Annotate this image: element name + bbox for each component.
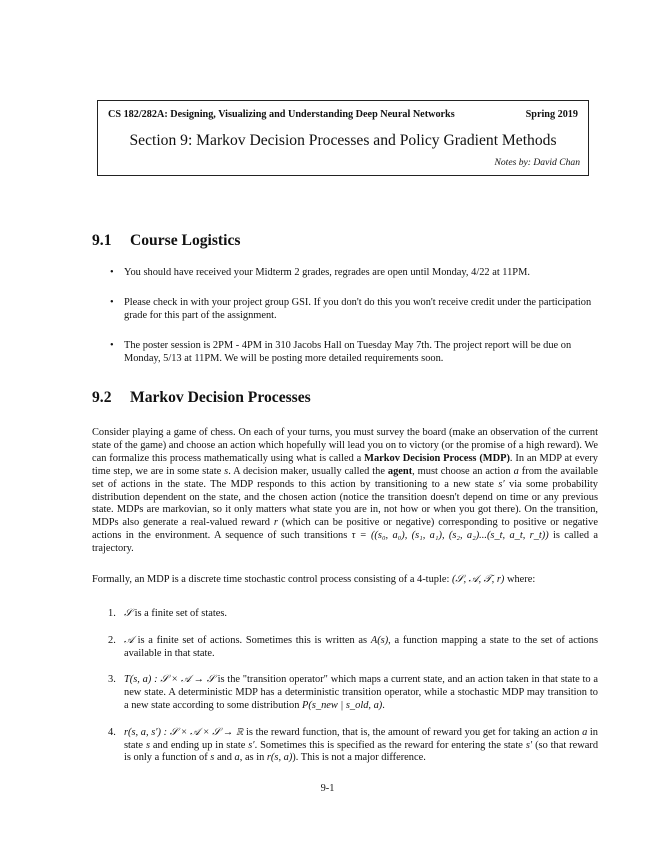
- title-box: [97, 100, 589, 176]
- course-line: [108, 109, 578, 120]
- section-title: Markov Decision Processes: [130, 389, 311, 406]
- tuple-formula: (𝒮, 𝒜, 𝒯, r): [451, 574, 505, 585]
- section-heading-mdp: [92, 389, 311, 407]
- page-number: 9-1: [320, 783, 335, 794]
- list-item: 3. T(s, a) : 𝒮 × 𝒜 → 𝒮 is the "transition operator" which maps a current state, and an action taken in that state to a new state. A deterministic MDP has a deterministic transition operator, while a stochastic MDP may transition to a new state according to some distribution P(s_new | s_old, a).: [108, 674, 599, 711]
- list-item: 2. 𝒜 is a finite set of actions. Sometimes this is written as A(s), a function mapping a state to the set of actions available in that state.: [108, 634, 598, 659]
- author-note: Notes by: David Chan: [494, 157, 580, 168]
- mdp-components-list: [108, 608, 598, 779]
- section-number: 9.2: [92, 389, 112, 406]
- section-heading-logistics: [92, 232, 240, 250]
- trajectory-formula: τ = ((s₀, a₀), (s₁, a₁), (s₂, a₂)...(s_t, a_t, r_t)): [351, 530, 549, 542]
- mdp-intro-paragraph: Consider playing a game of chess. On each of your turns, you must survey the board (make an observation of the current state of the game) and choose an action which hopefully will lead you on to victory (or the promise of a high reward). We can formalize this process mathematically using what is called a Markov Decision Process (MDP). In an MDP at every time step, we are in some state s. A decision maker, usually called the agent, must choose an action a from the available set of actions in the state. The MDP responds to this action by transitioning to a new state s′ via some probability distribution dependent on the state, and the chosen action (notice the transition doesn't depend on time or any previous state. MDPs are markovian, so it only matters what state you are in, not how or when you got there). On the transition, MDPs also generate a real-valued reward r (which can be positive or negative) corresponding to positive or negative actions in the environment. A sequence of such transitions τ = ((s₀, a₀), (s₁, a₁), (s₂, a₂)...(s_t, a_t, r_t)) is called a trajectory.: [92, 427, 599, 555]
- term-mdp: Markov Decision Process (MDP): [364, 452, 510, 464]
- term-agent: agent: [387, 465, 413, 477]
- list-item: • You should have received your Midterm 2 grades, regrades are open until Monday, 4/22 at 11PM.: [108, 266, 598, 279]
- mdp-formal-paragraph: Formally, an MDP is a discrete time stochastic control process consisting of a 4-tuple: (𝒮, 𝒜, 𝒯, r) where:: [92, 574, 536, 585]
- list-item: • The poster session is 2PM - 4PM in 310 Jacobs Hall on Tuesday May 7th. The project report will be due on Monday, 5/13 at 11PM. We will be posting more detailed requirements soon.: [108, 339, 598, 365]
- list-item: • Please check in with your project group GSI. If you don't do this you won't receive credit under the participation grade for this part of the assignment.: [108, 296, 598, 322]
- term: Spring 2019: [525, 109, 578, 120]
- logistics-list: [108, 266, 598, 382]
- list-item: 4. r(s, a, s′) : 𝒮 × 𝒜 × 𝒮 → ℝ is the reward function, that is, the amount of reward you get for taking an action a in state s and ending up in state s′. Sometimes this is specified as the reward for entering the state s′ (so that reward is only a function of s and a, as in r(s, a)). This is not a major difference.: [108, 726, 599, 764]
- section-number: 9.1: [92, 232, 112, 249]
- course-name: CS 182/282A: Designing, Visualizing and Understanding Deep Neural Networks: [108, 109, 455, 120]
- document-title: Section 9: Markov Decision Processes and Policy Gradient Methods: [129, 132, 557, 149]
- section-title: Course Logistics: [130, 232, 241, 249]
- list-item: 1. 𝒮 is a finite set of states.: [108, 608, 227, 619]
